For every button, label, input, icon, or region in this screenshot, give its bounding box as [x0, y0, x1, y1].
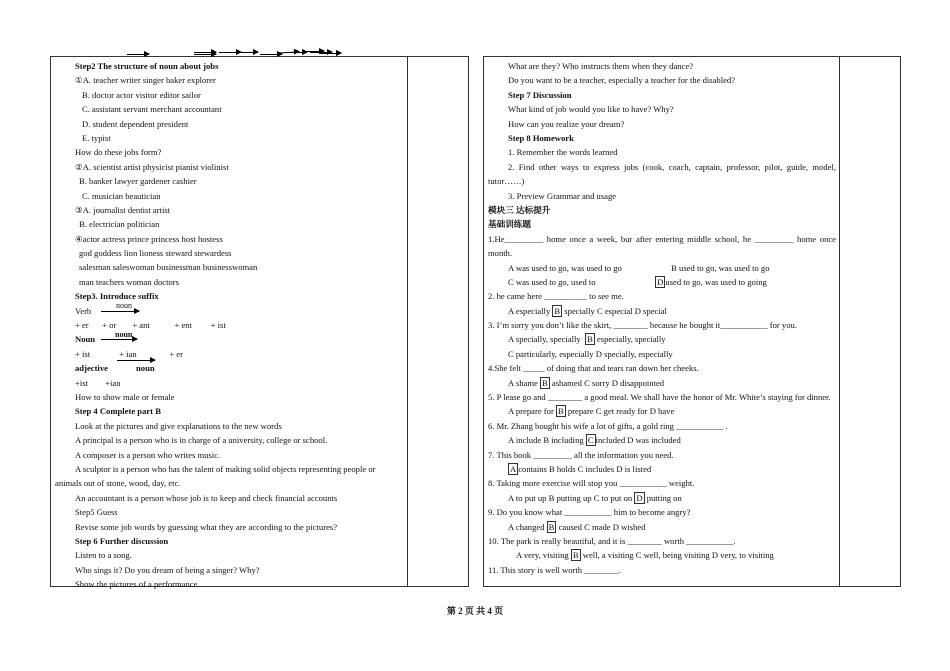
question-7: 7. This book _________ all the information you need.: [488, 449, 674, 460]
step7-line: What kind of job would you like to have? Why?: [508, 104, 674, 115]
q1-options-row: [488, 261, 836, 275]
question-2: 2. he came here __________ to see me.: [488, 291, 624, 302]
answer-box: B: [557, 406, 564, 417]
verb-suffix-row: [55, 318, 404, 332]
group3-line: B. electrician politician: [79, 219, 160, 230]
question-10: 10. The park is really beautiful, and it is ________ worth ___________.: [488, 535, 736, 546]
question-6: 6. Mr. Zhang bought his wife a lot of gifts, a gold ring ___________ .: [488, 420, 728, 431]
right-panel: [483, 56, 901, 587]
suffix: + ian: [119, 348, 137, 359]
arrow-icon: [219, 52, 241, 53]
q4-options: [488, 376, 836, 390]
option: C was used to go, used to: [508, 276, 596, 287]
group1-line: E. typist: [82, 132, 111, 143]
group4-line: salesman saleswoman businessman businesswoman: [79, 262, 258, 273]
accountant-definition: An accountant is a person whose job is to keep and check financial accounts: [75, 492, 338, 503]
step4-line: Look at the pictures and give explanations to the new words: [75, 420, 282, 431]
answer-box: D: [657, 276, 664, 287]
arrow-icon: [101, 339, 137, 340]
discussion-line: What are they? Who instructs them when they dance?: [508, 61, 694, 71]
module-title: 模块三 达标提升: [488, 204, 551, 215]
answer-box: B: [587, 334, 593, 345]
group1-line: C. assistant servant merchant accountant: [82, 104, 222, 115]
option: A very, visiting: [516, 550, 569, 561]
question-4: 4.She felt _____ of doing that and tears ran down her cheeks.: [488, 363, 699, 374]
basic-exercises-title: 基础训练题: [488, 219, 531, 230]
step2-title: Step2 The structure of noun about jobs: [75, 61, 219, 71]
option: A to put up B putting up C to put on: [508, 492, 633, 503]
group3-line: ③A. journalist dentist artist: [75, 204, 171, 215]
step5-title: Step5 Guess: [75, 507, 118, 518]
option: contains B holds C includes D is listed: [518, 464, 652, 475]
option: especially, specially: [596, 334, 666, 345]
option: A changed: [508, 521, 545, 532]
right-margin-column: [839, 57, 900, 586]
group4-line: god goddess lion lioness steward stewardess: [79, 248, 232, 259]
noun-row: [55, 332, 404, 346]
step6-line: Listen to a song.: [75, 550, 132, 561]
step5-line: Revise some job words by guessing what they are according to the pictures?: [75, 521, 338, 532]
arrow-icon: [117, 360, 155, 361]
suffix: + ent: [174, 320, 192, 331]
adjective-row: [55, 361, 404, 375]
step7-line: How can you realize your dream?: [508, 118, 625, 129]
answer-box: D: [636, 492, 643, 503]
group4-line: man teachers woman doctors: [79, 276, 179, 287]
q3-options: C particularly, especially D specially, especially: [508, 348, 673, 359]
left-margin-column: [407, 57, 468, 586]
verb-label: Verb: [75, 305, 92, 316]
suffix: + er: [169, 348, 183, 359]
option: putting on: [646, 492, 682, 503]
noun-label-small: noun: [116, 300, 132, 310]
noun-suffix-row: [55, 347, 404, 361]
option: B used to go, was used to go: [671, 262, 770, 273]
adjective-label: adjective: [75, 363, 108, 374]
q10-options: [488, 548, 836, 562]
option: included D was included: [595, 435, 681, 446]
arrow-icon: [101, 311, 139, 312]
q3-options: [488, 332, 836, 346]
question-5: 5. P lease go and ________ a good meal. We shall have the honor of Mr. White’s staying for dinner.: [488, 392, 831, 403]
answer-box: B: [554, 305, 561, 316]
group1-line: ①A. teacher writer singer baker explorer: [75, 75, 216, 86]
suffix: + er: [75, 320, 89, 331]
answer-box: B: [572, 550, 579, 561]
noun-label-small: noun: [136, 363, 155, 374]
step4-line: A principal is a person who is in charge of a university, college or school.: [75, 435, 328, 446]
option: A prepare for: [508, 406, 554, 417]
option: used to go, was used to going: [665, 276, 767, 287]
step6-title: Step 6 Further discussion: [75, 535, 169, 546]
q1-options-row: [488, 275, 836, 289]
suffix: + ant: [132, 320, 150, 331]
noun-label-small: noun: [115, 330, 133, 340]
option: A include B including: [508, 435, 584, 446]
arrow-icon: [127, 54, 149, 55]
form-question: How do these jobs form?: [75, 147, 162, 158]
question-1: 1.He_________ home once a week, bur after entering middle school, he _________ home once month.: [488, 233, 836, 259]
option: ashamed C sorry D disappointed: [551, 377, 665, 388]
homework-item: 3. Preview Grammar and usage: [508, 190, 617, 201]
step8-title: Step 8 Homework: [508, 132, 574, 143]
q9-options: [488, 520, 836, 534]
option: A was used to go, was used to go: [508, 262, 622, 273]
noun-label: Noun: [75, 334, 96, 345]
group2-line: ②A. scientist artist physicist pianist violinist: [75, 161, 229, 172]
gender-question: How to show male or female: [75, 391, 175, 402]
step6-line: Who sings it? Do you dream of being a singer? Why?: [75, 564, 260, 575]
q6-options: [488, 433, 836, 447]
answer-box: B: [548, 521, 555, 532]
step7-title: Step 7 Discussion: [508, 89, 572, 100]
q7-options: [488, 462, 836, 476]
answer-box: C: [587, 435, 594, 446]
option: A specially, specially: [508, 334, 581, 345]
arrow-icon: [194, 54, 216, 55]
suffix: + ist: [210, 320, 226, 331]
answer-box: B: [542, 377, 548, 388]
question-11: 11. This story is well worth ________.: [488, 564, 621, 575]
q5-options: [488, 404, 836, 418]
group1-line: D. student dependent president: [82, 118, 189, 129]
left-content: [55, 59, 404, 591]
homework-item: 2. Find other ways to express jobs (cook, coach, captain, professor, pilot, guide, model, tutor……): [488, 161, 836, 187]
step6-line: Show the pictures of a performance.: [75, 579, 200, 590]
option: A especially: [508, 305, 551, 316]
adjective-suffix-row: [55, 376, 404, 390]
step3-title: Step3. Introduce suffix: [75, 291, 159, 302]
right-content: [488, 59, 836, 577]
suffix: +ian: [105, 377, 121, 388]
option: caused C made D wished: [558, 521, 646, 532]
question-9: 9. Do you know what ___________ him to become angry?: [488, 507, 691, 518]
group1-line: B. doctor actor visitor editor sailor: [82, 89, 201, 100]
suffix: +ist: [75, 377, 88, 388]
step4-title: Step 4 Complete part B: [75, 406, 161, 417]
suffix: + or: [102, 320, 117, 331]
group4-line: ④actor actress prince princess host hostess: [75, 233, 223, 244]
option: prepare C get ready for D have: [567, 406, 675, 417]
left-panel: [50, 56, 469, 590]
step4-line: A composer is a person who writes music.: [75, 449, 221, 460]
option: A shame: [508, 377, 538, 388]
suffix: + ist: [75, 348, 91, 359]
question-8: 8. Taking more exercise will stop you ___________ weight.: [488, 478, 695, 489]
question-3: 3. I’m sorry you don’t like the skirt, ________ because he bought it___________ for you.: [488, 320, 797, 331]
page-footer: 第 2 页 共 4 页: [446, 606, 504, 616]
verb-row: [55, 300, 404, 318]
answer-box: A: [510, 464, 517, 475]
group2-line: B. banker lawyer gardener cashier: [79, 176, 197, 187]
sculptor-definition: A sculptor is a person who has the talent of making solid objects representing people or animals out of stone, wood, day, etc.: [55, 463, 376, 489]
arrow-icon: [319, 53, 341, 54]
arrow-icon: [302, 51, 324, 52]
homework-item: 1. Remember the words learned: [508, 147, 618, 158]
option: specially C especial D special: [564, 305, 667, 316]
arrow-icon: [260, 54, 282, 55]
group2-line: C. musician beautician: [82, 190, 161, 201]
q2-options: [488, 304, 836, 318]
discussion-line: Do you want to be a teacher, especially a teacher for the disabled?: [508, 75, 736, 86]
option: well, a visiting C well, being visiting D very, to visiting: [582, 550, 774, 561]
q8-options: [488, 491, 836, 505]
